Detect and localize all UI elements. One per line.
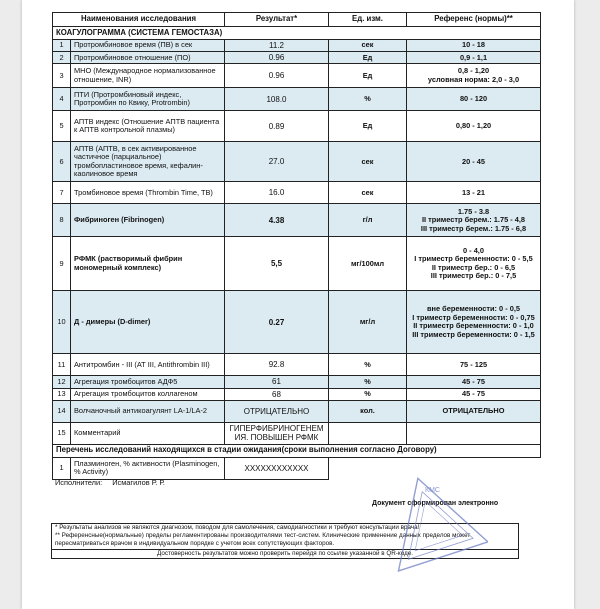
test-name: Протромбиновое время (ПВ) в сек bbox=[71, 40, 225, 52]
row-number: 12 bbox=[53, 376, 71, 388]
table-row bbox=[53, 422, 541, 444]
test-unit: кол. bbox=[329, 400, 407, 422]
test-reference: 13 - 21 bbox=[407, 182, 541, 204]
table-row bbox=[53, 111, 541, 142]
test-unit: Ед bbox=[329, 52, 407, 64]
table-row bbox=[53, 354, 541, 376]
test-unit: сек bbox=[329, 40, 407, 52]
test-reference: 0,8 - 1,20 условная норма: 2,0 - 3,0 bbox=[407, 64, 541, 88]
test-result: 61 bbox=[225, 376, 329, 388]
test-unit: сек bbox=[329, 142, 407, 182]
test-unit: Ед bbox=[329, 64, 407, 88]
test-result: ГИПЕРФИБРИНОГЕНЕМ ИЯ. ПОВЫШЕН РФМК bbox=[225, 422, 329, 444]
row-number: 13 bbox=[53, 388, 71, 400]
test-reference: 20 - 45 bbox=[407, 142, 541, 182]
test-result: 5,5 bbox=[225, 237, 329, 291]
test-result: 0.96 bbox=[225, 64, 329, 88]
footnote-verification: Достоверность результатов можно проверить перейдя по ссылке указанной в QR-коде. bbox=[52, 549, 518, 558]
table-row bbox=[53, 40, 541, 52]
test-unit: сек bbox=[329, 182, 407, 204]
test-result: ОТРИЦАТЕЛЬНО bbox=[225, 400, 329, 422]
table-row bbox=[53, 376, 541, 388]
table-row bbox=[53, 388, 541, 400]
table-row bbox=[53, 204, 541, 237]
row-number: 14 bbox=[53, 400, 71, 422]
test-name: РФМК (растворимый фибрин мономерный комплекс) bbox=[71, 237, 225, 291]
table-row bbox=[53, 182, 541, 204]
table-row bbox=[53, 142, 541, 182]
report-page bbox=[22, 0, 574, 609]
test-name: Фибриноген (Fibrinogen) bbox=[71, 204, 225, 237]
test-name: Протромбиновое отношение (ПО) bbox=[71, 52, 225, 64]
test-unit: Ед bbox=[329, 111, 407, 142]
test-result: 108.0 bbox=[225, 88, 329, 111]
header-unit: Ед. изм. bbox=[329, 13, 407, 27]
test-name: Плазминоген, % активности (Plasminogen, % Activity) bbox=[71, 457, 225, 479]
test-name: МНО (Международное нормализованное отношение, INR) bbox=[71, 64, 225, 88]
row-number: 3 bbox=[53, 64, 71, 88]
header-result: Результат* bbox=[225, 13, 329, 27]
row-number: 8 bbox=[53, 204, 71, 237]
row-number: 2 bbox=[53, 52, 71, 64]
stamp-label: КМС bbox=[425, 487, 440, 494]
table-header bbox=[53, 13, 541, 27]
test-unit: % bbox=[329, 388, 407, 400]
header-name: Наименования исследования bbox=[53, 13, 225, 27]
table-row bbox=[53, 52, 541, 64]
header-reference: Референс (нормы)** bbox=[407, 13, 541, 27]
table-row bbox=[53, 88, 541, 111]
test-unit bbox=[329, 422, 407, 444]
test-result: 4.38 bbox=[225, 204, 329, 237]
test-reference: вне беременности: 0 - 0,5 I триместр беременности: 0 - 0,75 II триместр беременности: 0 - 1,0 III триместр беременности: 0 - 1,5 bbox=[407, 291, 541, 354]
test-reference: 10 - 18 bbox=[407, 40, 541, 52]
row-number: 7 bbox=[53, 182, 71, 204]
test-name: АПТВ (АПТВ, в сек активированное частичное (парциальное) тромбопластиновое время, кефалин-каолиновое время bbox=[71, 142, 225, 182]
test-result: 92.8 bbox=[225, 354, 329, 376]
row-number: 6 bbox=[53, 142, 71, 182]
table-row bbox=[53, 291, 541, 354]
row-number: 11 bbox=[53, 354, 71, 376]
test-result: 27.0 bbox=[225, 142, 329, 182]
row-number: 15 bbox=[53, 422, 71, 444]
test-name: ПТИ (Протромбиновый индекс, Протромбин по Квику, Protrombin) bbox=[71, 88, 225, 111]
table-row bbox=[53, 400, 541, 422]
seal-stamp-icon bbox=[378, 470, 488, 580]
table-row bbox=[53, 237, 541, 291]
test-unit: % bbox=[329, 88, 407, 111]
test-result: 11.2 bbox=[225, 40, 329, 52]
test-reference bbox=[407, 422, 541, 444]
test-result: 16.0 bbox=[225, 182, 329, 204]
executor-label: Исполнители: bbox=[55, 478, 103, 487]
test-reference: 0,9 - 1,1 bbox=[407, 52, 541, 64]
row-number: 1 bbox=[53, 40, 71, 52]
test-unit: % bbox=[329, 376, 407, 388]
test-unit: % bbox=[329, 354, 407, 376]
test-name: Комментарий bbox=[71, 422, 225, 444]
test-unit: мг/100мл bbox=[329, 237, 407, 291]
footnote-disclaimer: * Результаты анализов не являются диагнозом, поводом для самолечения, самодиагностики и требуют консультации врача! bbox=[55, 524, 420, 531]
pending-title: Перечень исследований находящихся в стадии ожидания(сроки выполнения согласно Договору) bbox=[53, 444, 541, 457]
row-number: 9 bbox=[53, 237, 71, 291]
executor-name: Исмагилов Р. Р. bbox=[112, 478, 165, 487]
test-reference: 45 - 75 bbox=[407, 388, 541, 400]
row-number: 10 bbox=[53, 291, 71, 354]
test-name: Антитромбин - III (АТ III, Antithrombin III) bbox=[71, 354, 225, 376]
test-result: 0.89 bbox=[225, 111, 329, 142]
test-result: 68 bbox=[225, 388, 329, 400]
test-reference: 45 - 75 bbox=[407, 376, 541, 388]
results-table bbox=[52, 12, 541, 480]
test-result: XXXXXXXXXXXX bbox=[225, 457, 329, 479]
test-reference: 1.75 - 3.8 II триместр берем.: 1.75 - 4,8 III триместр берем.: 1.75 - 6,8 bbox=[407, 204, 541, 237]
test-name: Тромбиновое время (Thrombin Time, TB) bbox=[71, 182, 225, 204]
test-reference: 75 - 125 bbox=[407, 354, 541, 376]
test-name: Агрегация тромбоцитов коллагеном bbox=[71, 388, 225, 400]
table-row bbox=[53, 64, 541, 88]
test-unit: г/л bbox=[329, 204, 407, 237]
test-reference: ОТРИЦАТЕЛЬНО bbox=[407, 400, 541, 422]
row-number: 4 bbox=[53, 88, 71, 111]
row-number: 5 bbox=[53, 111, 71, 142]
test-reference: 0 - 4,0 I триместр беременности: 0 - 5,5 II триместр бер.: 0 - 6,5 III триместр бер.: 0 - 7,5 bbox=[407, 237, 541, 291]
footnote-reference: ** Референсные(нормальные) пределы регламентированы производителями тест-систем. Клинические применение данных пределов может пересматриваться врачом в индивидуальном порядке с учетом всех сопутствующих факторов. bbox=[55, 532, 471, 548]
test-name: Агрегация тромбоцитов АДФ5 bbox=[71, 376, 225, 388]
section-title: КОАГУЛОГРАММА (СИСТЕМА ГЕМОСТАЗА) bbox=[53, 27, 541, 40]
test-name: АПТВ индекс (Отношение АПТВ пациента к АПТВ контрольной плазмы) bbox=[71, 111, 225, 142]
test-name: Д - димеры (D-dimer) bbox=[71, 291, 225, 354]
test-name: Волчаночный антикоагулянт LA-1/LA-2 bbox=[71, 400, 225, 422]
test-reference: 80 - 120 bbox=[407, 88, 541, 111]
test-result: 0.27 bbox=[225, 291, 329, 354]
executor bbox=[55, 478, 173, 487]
test-reference: 0,80 - 1,20 bbox=[407, 111, 541, 142]
test-unit: мг/л bbox=[329, 291, 407, 354]
row-number: 1 bbox=[53, 457, 71, 479]
signed-electronically: Документ сформирован электронно bbox=[372, 500, 499, 507]
test-result: 0.96 bbox=[225, 52, 329, 64]
